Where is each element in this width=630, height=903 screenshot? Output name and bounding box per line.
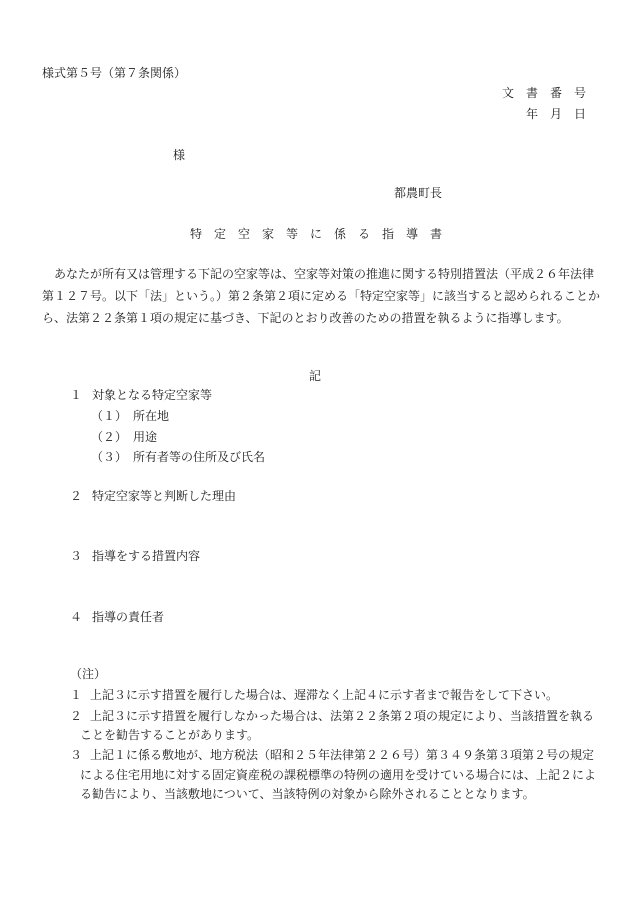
notes-heading: （注） <box>70 667 107 681</box>
date-label: 年 月 日 <box>525 107 586 121</box>
subitem-number: （３） <box>91 450 128 464</box>
subitem-label: 所有者等の住所及び氏名 <box>133 450 266 464</box>
document-title: 特 定 空 家 等 に 係 る 指 導 書 <box>190 227 443 241</box>
note-2-number: ２ <box>70 709 83 723</box>
subitem-number: （１） <box>91 409 128 423</box>
body-line-3: ら、法第２２条第１項の規定に基づき、下記のとおり改善のための措置を執るように指導します。 <box>42 311 569 325</box>
note-3-line-2: による住宅用地に対する固定資産税の課税標準の特例の適用を受けている場合には、上記２によ <box>80 768 597 782</box>
note-3-number: ３ <box>70 748 83 762</box>
subitem-label: 所在地 <box>133 409 170 423</box>
subitem-1 <box>91 409 169 423</box>
item-label: 対象となる特定空家等 <box>92 388 213 402</box>
body-line-2: 第１２７号。以下「法」という。）第２条第２項に定める「特定空家等」に該当すると認められることか <box>42 289 601 303</box>
item-number: １ <box>70 388 83 402</box>
note-1-number: １ <box>70 688 83 702</box>
item-4 <box>70 610 164 624</box>
item-number: ３ <box>70 549 83 563</box>
subitem-3 <box>91 450 265 464</box>
item-label: 指導をする措置内容 <box>92 549 201 563</box>
note-2-line-2: ことを勧告することがあります。 <box>80 728 260 742</box>
ki-heading: 記 <box>309 369 322 383</box>
item-2 <box>70 489 236 503</box>
item-3 <box>70 549 200 563</box>
document-number-label: 文 書 番 号 <box>501 86 586 100</box>
subitem-2 <box>91 430 157 444</box>
item-label: 特定空家等と判断した理由 <box>92 489 237 503</box>
item-label: 指導の責任者 <box>92 610 165 624</box>
item-number: ２ <box>70 489 83 503</box>
note-3-line-1: 上記１に係る敷地が、地方税法（昭和２５年法律第２２６号）第３４９条第３項第２号の規定 <box>90 748 595 762</box>
note-3-line-3: る勧告により、当該敷地について、当該特例の対象から除外されることとなります。 <box>80 787 535 801</box>
note-1-text: 上記３に示す措置を履行した場合は、遅滞なく上記４に示す者まで報告をして下さい。 <box>90 688 559 702</box>
body-line-1: あなたが所有又は管理する下記の空家等は、空家等対策の推進に関する特別措置法（平成２６年法律 <box>42 267 595 281</box>
form-label: 様式第５号（第７条関係） <box>42 66 187 80</box>
subitem-label: 用途 <box>133 430 158 444</box>
item-1 <box>70 388 212 402</box>
note-2-line-1: 上記３に示す措置を履行しなかった場合は、法第２２条第２項の規定により、当該措置を執る <box>90 709 595 723</box>
addressee-suffix: 様 <box>173 148 186 162</box>
subitem-number: （２） <box>91 430 128 444</box>
item-number: ４ <box>70 610 83 624</box>
body-paragraph <box>42 263 601 329</box>
issuer-name: 都農町長 <box>394 186 443 200</box>
